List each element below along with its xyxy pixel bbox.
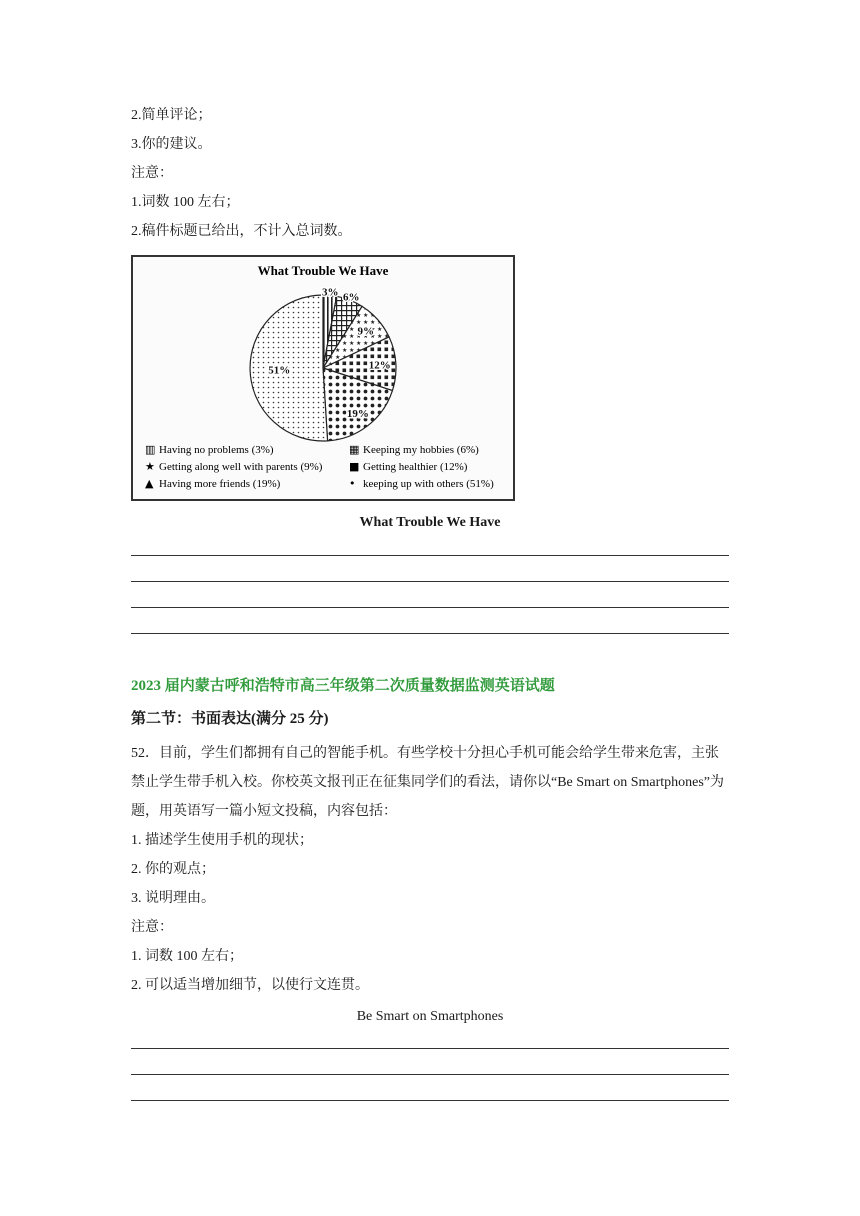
requirement-line: 3. 说明理由。 <box>131 891 215 906</box>
legend-symbol: ▥ <box>145 443 156 456</box>
legend-symbol: ★ <box>145 460 155 473</box>
pie-slice-label: 6% <box>343 291 360 304</box>
note-label: 注意： <box>131 166 173 181</box>
pie-slice-label: 9% <box>357 325 374 338</box>
answer-line[interactable] <box>131 581 729 582</box>
note-line: 1. 词数 100 左右； <box>131 949 243 964</box>
legend-symbol: ■ <box>349 460 360 473</box>
legend-entry: Having no problems (3%) <box>159 444 274 456</box>
answer-line[interactable] <box>131 555 729 556</box>
legend-entry: Getting healthier (12%) <box>363 461 468 473</box>
pie-slice-label: 3% <box>321 286 339 299</box>
note-line: 2. 可以适当增加细节，以使行文连贯。 <box>131 978 369 993</box>
section-subheading: 第二节：书面表达(满分 25 分) <box>131 711 329 727</box>
pie-slice-label: 51% <box>268 364 291 377</box>
note-label: 注意： <box>131 920 173 935</box>
answer-line[interactable] <box>131 1074 729 1075</box>
answer-line[interactable] <box>131 633 729 634</box>
legend-symbol: ▲ <box>145 477 154 490</box>
source-title: 2023 届内蒙古呼和浩特市高三年级第二次质量数据监测英语试题 <box>131 678 555 694</box>
prompt-paragraph: 52．目前，学生们都拥有自己的智能手机。有些学校十分担心手机可能会给学生带来危害，主张禁止学生带手机入校。你校英文报刊正在征集同学们的看法，请你以“Be Smart on Smartphones”为题，用英语写一篇小短文投稿，内容包括： <box>131 746 725 819</box>
legend-entry: Having more friends (19%) <box>159 478 281 490</box>
requirement-line: 1. 描述学生使用手机的现状； <box>131 833 313 848</box>
legend-entry: Getting along well with parents (9%) <box>159 461 323 473</box>
note-line: 1.词数 100 左右； <box>131 195 240 210</box>
instruction-line: 2.简单评论； <box>131 108 212 123</box>
answer-line[interactable] <box>131 607 729 608</box>
pie-slice-label: 12% <box>368 359 391 372</box>
requirement-line: 2. 你的观点； <box>131 862 215 877</box>
answer-line[interactable] <box>131 1100 729 1101</box>
pie-chart-svg <box>131 255 515 501</box>
note-line: 2.稿件标题已给出，不计入总词数。 <box>131 224 352 239</box>
essay-title: What Trouble We Have <box>359 515 501 530</box>
legend-symbol: • <box>349 477 356 490</box>
pie-slice-label: 19% <box>346 408 369 420</box>
instruction-line: 3.你的建议。 <box>131 137 212 152</box>
essay-title: Be Smart on Smartphones <box>356 1009 504 1024</box>
pie-chart-figure <box>131 255 515 501</box>
legend-symbol: ▦ <box>349 443 360 456</box>
legend-entry: keeping up with others (51%) <box>363 478 494 490</box>
legend-entry: Keeping my hobbies (6%) <box>363 444 479 456</box>
chart-title: What Trouble We Have <box>257 263 389 278</box>
answer-line[interactable] <box>131 1048 729 1049</box>
